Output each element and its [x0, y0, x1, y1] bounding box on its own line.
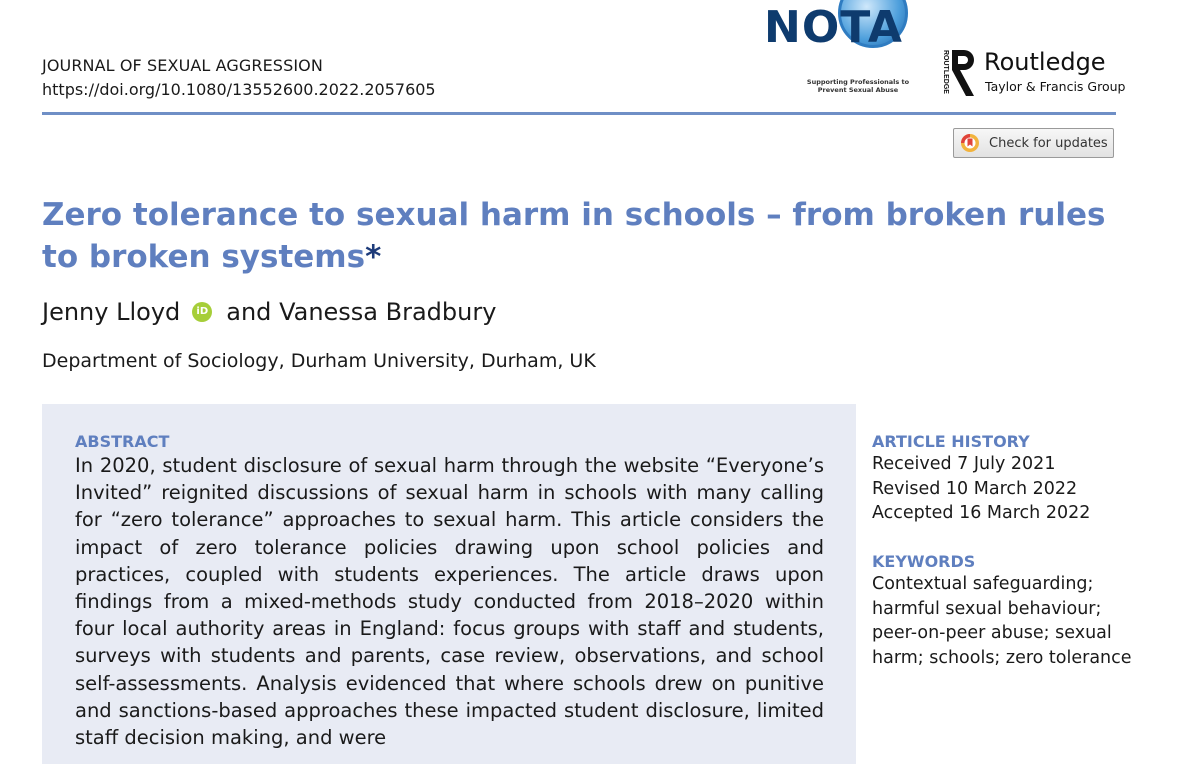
keywords-list: Contextual safeguarding; harmful sexual behaviour; peer-on-peer abuse; sexual harm; schools; zero tolerance	[872, 574, 1132, 668]
revised-date: Revised 10 March 2022	[872, 478, 1078, 499]
author-line	[42, 298, 496, 326]
accepted-date: Accepted 16 March 2022	[872, 503, 1091, 523]
article-title	[42, 194, 1122, 278]
nota-wordmark: NOTA	[764, 2, 903, 53]
author-name: Jenny Lloyd	[42, 298, 181, 326]
routledge-vertical-mark: ROUTLEDGE	[942, 50, 949, 94]
article-title-text: Zero tolerance to sexual harm in schools – from broken rules to broken systems	[42, 197, 1106, 275]
article-history	[872, 452, 1090, 526]
affiliation: Department of Sociology, Durham University, Durham, UK	[42, 350, 596, 372]
title-footnote-marker[interactable]: *	[365, 239, 382, 275]
check-for-updates-label: Check for updates	[989, 135, 1108, 151]
nota-tagline: Supporting Professionals to Prevent Sexual Abuse	[806, 78, 910, 94]
crossmark-icon	[960, 133, 980, 153]
publisher-group: Taylor & Francis Group	[985, 79, 1126, 94]
abstract-heading: ABSTRACT	[75, 432, 170, 451]
routledge-logo-icon	[938, 46, 978, 100]
publisher-name: Routledge	[984, 48, 1106, 76]
author-name: Vanessa Bradbury	[279, 298, 497, 326]
article-history-heading: ARTICLE HISTORY	[872, 432, 1030, 451]
header-rule	[42, 112, 1116, 115]
keywords-heading: KEYWORDS	[872, 552, 976, 571]
orcid-icon[interactable]: iD	[192, 302, 212, 322]
abstract-text: In 2020, student disclosure of sexual harm through the website “Everyone’s Invited” reignited discussions of sexual harm in schools with many calling for “zero tolerance” approaches to sexual harm. This article considers the impact of zero tolerance policies drawing upon school policies and practices, coupled with students experiences. The article draws upon findings from a mixed-methods study conducted from 2018–2020 within four local authority areas in England: focus groups with staff and students, surveys with students and parents, case review, observations, and school self-assessments. Analysis evidenced that where schools drew on punitive and sanctions-based approaches these impacted student disclosure, limited staff decision making, and were	[75, 454, 824, 750]
journal-name: JOURNAL OF SEXUAL AGGRESSION	[42, 56, 323, 75]
check-for-updates-button[interactable]	[953, 128, 1114, 158]
author-joiner: and	[226, 298, 272, 326]
received-date: Received 7 July 2021	[872, 454, 1056, 474]
doi-link[interactable]: https://doi.org/10.1080/13552600.2022.2057605	[42, 80, 436, 99]
nota-logo	[756, 0, 918, 104]
